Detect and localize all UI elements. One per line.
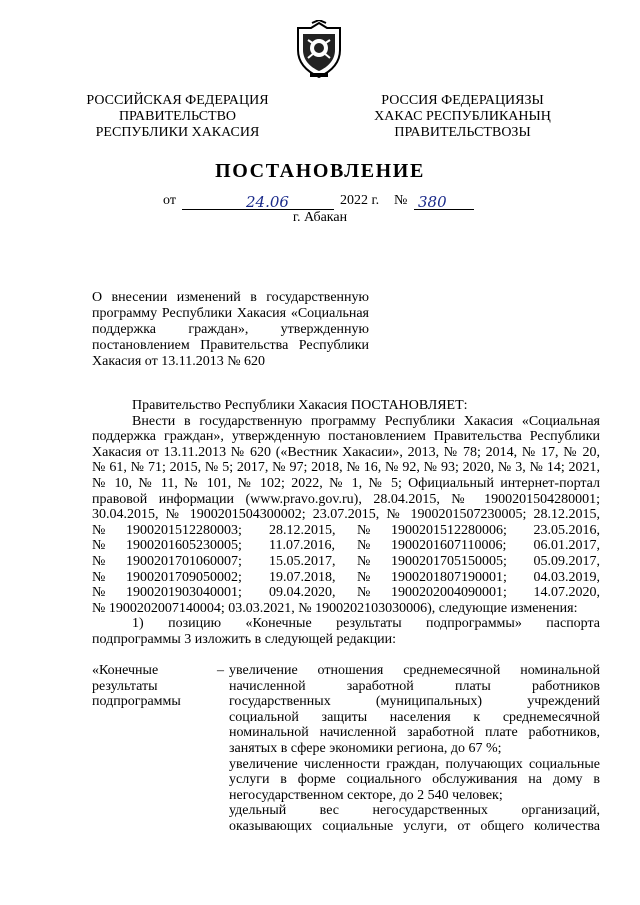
number-field — [414, 193, 474, 210]
reg-cell: 1900201605230005; — [126, 538, 242, 554]
reg-cell: 1900201607110006; — [391, 538, 507, 554]
reg-cell: № — [357, 569, 371, 585]
header-right-line: ПРАВИТЕЛЬСТВОЗЫ — [394, 125, 531, 140]
subject-line: поддержка граждан», утвержденную — [92, 322, 369, 337]
registration-row — [92, 570, 600, 586]
table-value-line: увеличение отношения среднемесячной номинальной — [229, 663, 600, 678]
header-left-line: РОССИЙСКАЯ ФЕДЕРАЦИЯ — [86, 93, 269, 108]
subject-line: программу Республики Хакасия «Социальная — [92, 306, 369, 321]
table-value-line: номинальной начисленной заработной плате работников, — [229, 725, 600, 741]
header-right-line: РОССИЯ ФЕДЕРАЦИЯЗЫ — [381, 93, 544, 108]
date-prefix: от — [163, 193, 176, 208]
table-label — [92, 663, 212, 710]
reg-cell: № — [92, 538, 106, 554]
city: г. Абакан — [292, 210, 348, 225]
reg-cell: 14.07.2020, — [533, 585, 600, 601]
body-line: № 10, № 11, № 101, № 102; 2022, № 1, № 5; Официальный интернет-портал — [92, 475, 600, 491]
document-title: ПОСТАНОВЛЕНИЕ — [215, 160, 425, 182]
body-line: № 61, № 71; 2015, № 5; 2017, № 97; 2018, № 16, № 92, № 93; 2020, № 3, № 14; 2021, — [92, 460, 600, 476]
table-value-line: удельный вес негосударственных организаций, — [229, 803, 600, 819]
date-field — [182, 193, 334, 210]
reg-cell: 28.12.2015, — [269, 522, 336, 538]
registration-row — [92, 554, 600, 570]
reg-cell: 1900201705150005; — [391, 553, 507, 569]
table-value-line: услуги в форме социального обслуживания на дому в — [229, 772, 600, 788]
table-value-line: оказывающих социальные услуги, от общего количества — [229, 818, 600, 834]
reg-cell: 1900201903040001; — [126, 585, 242, 601]
header-left-line: ПРАВИТЕЛЬСТВО — [118, 109, 237, 124]
body-line: 1) позицию «Конечные результаты подпрограммы» паспорта — [132, 616, 600, 632]
date-year: 2022 г. — [340, 193, 380, 208]
reg-cell: № — [357, 585, 371, 601]
reg-cell: 04.03.2019, — [533, 569, 600, 585]
table-value-line: увеличение численности граждан, получающих социальные — [229, 756, 600, 772]
subject-block — [92, 290, 369, 370]
reg-cell: № — [357, 538, 371, 554]
reg-cell: № — [92, 522, 106, 538]
header-right — [355, 93, 570, 141]
table-value-line: негосударственном секторе, до 2 540 человек; — [229, 787, 503, 803]
reg-cell: 15.05.2017, — [269, 553, 336, 569]
number-handwritten: 380 — [418, 193, 447, 211]
body-line: поддержка граждан», утвержденную постановлением Правительства Республики — [92, 429, 600, 445]
body-line: правовой информации (www.pravo.gov.ru), 28.04.2015, № 1900201504280001; — [92, 491, 600, 507]
reg-cell: 1900201709050002; — [126, 569, 242, 585]
reg-cell: 11.07.2016, — [269, 538, 335, 554]
subject-line: О внесении изменений в государственную — [92, 290, 369, 305]
number-sign: № — [394, 193, 408, 208]
reg-cell: 09.04.2020, — [269, 585, 336, 601]
reg-cell: 1900201701060007; — [126, 553, 242, 569]
header-left-line: РЕСПУБЛИКИ ХАКАСИЯ — [95, 125, 260, 140]
table-value-line: государственных (муниципальных) учреждений — [229, 694, 600, 710]
table-label-line: результаты — [92, 678, 158, 694]
table-value-line: социальной защиты населения к среднемесячной — [229, 709, 600, 725]
table-dash: – — [217, 663, 224, 678]
reg-cell: № — [92, 553, 106, 569]
body-line: подпрограммы 3 изложить в следующей редакции: — [92, 631, 397, 647]
reg-cell: № — [357, 553, 371, 569]
subject-line: Хакасия от 13.11.2013 № 620 — [92, 354, 266, 369]
body-line: Внести в государственную программу Республики Хакасия «Социальная — [132, 413, 600, 429]
header-right-line: ХАКАС РЕСПУБЛИКАНЫҢ — [374, 109, 551, 124]
reg-cell: № — [357, 522, 371, 538]
registration-row — [92, 523, 600, 539]
reg-cell: 23.05.2016, — [533, 522, 600, 538]
date-handwritten: 24.06 — [246, 193, 289, 211]
body-text — [92, 398, 600, 648]
registration-row — [92, 538, 600, 554]
table-label-line: подпрограммы — [92, 694, 181, 710]
reg-cell: 1900201512280003; — [126, 522, 242, 538]
reg-cell: № — [92, 585, 106, 601]
reg-cell: 05.09.2017, — [533, 553, 600, 569]
table-value-line: занятых в сфере экономики региона, до 67 %; — [229, 740, 502, 756]
table-value — [229, 663, 600, 835]
table-label-line: «Конечные — [92, 663, 159, 678]
coat-of-arms-emblem — [290, 20, 348, 80]
body-line: Хакасия от 13.11.2013 № 620 («Вестник Хакасии», 2013, № 78; 2014, № 17, № 20, — [92, 444, 600, 460]
reg-cell: 1900201807190001; — [391, 569, 507, 585]
body-intro: Правительство Республики Хакасия ПОСТАНОВЛЯЕТ: — [132, 398, 468, 413]
reg-cell: 1900201512280006; — [391, 522, 507, 538]
body-line: № 1900202007140004; 03.03.2021, № 1900202103030006), следующие изменения: — [92, 600, 578, 616]
registration-row — [92, 585, 600, 601]
header-left — [70, 93, 285, 141]
subject-line: постановлением Правительства Республики — [92, 338, 369, 353]
reg-cell: 1900202004090001; — [391, 585, 507, 601]
body-line: 30.04.2015, № 1900201504300002; 23.07.2015, № 1900201507230005; 28.12.2015, — [92, 507, 600, 523]
reg-cell: 19.07.2018, — [269, 569, 336, 585]
table-value-line: начисленной заработной платы работников — [229, 678, 600, 694]
reg-cell: № — [92, 569, 106, 585]
reg-cell: 06.01.2017, — [533, 538, 600, 554]
